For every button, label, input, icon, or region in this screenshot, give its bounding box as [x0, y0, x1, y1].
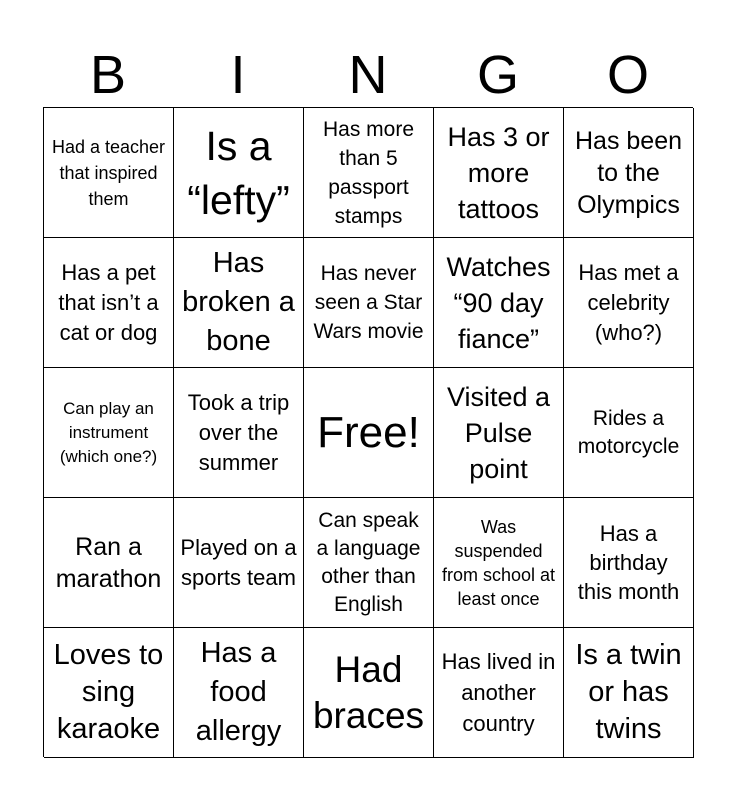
- cell-text: Has a pet that isn’t a cat or dog: [58, 259, 159, 345]
- bingo-cell[interactable]: [434, 368, 564, 498]
- cell-text: Had braces: [312, 648, 425, 736]
- bingo-cell[interactable]: [44, 238, 174, 368]
- bingo-cell[interactable]: [304, 628, 434, 758]
- bingo-header: [43, 44, 693, 106]
- bingo-cell[interactable]: [174, 368, 304, 498]
- bingo-cell[interactable]: [174, 628, 304, 758]
- cell-text: Has broken a bone: [182, 247, 295, 357]
- cell-text: Visited a Pulse point: [446, 381, 551, 484]
- bingo-cell[interactable]: [434, 498, 564, 628]
- cell-text: Was suspended from school at least once: [441, 516, 556, 609]
- bingo-cell[interactable]: [434, 108, 564, 238]
- bingo-cell[interactable]: [564, 498, 694, 628]
- cell-text: Loves to sing karaoke: [53, 639, 164, 745]
- bingo-cell[interactable]: [44, 498, 174, 628]
- bingo-cell[interactable]: [434, 238, 564, 368]
- bingo-cell[interactable]: [434, 628, 564, 758]
- cell-text: Played on a sports team: [180, 534, 297, 590]
- free-space-label: Free!: [317, 407, 420, 457]
- bingo-cell[interactable]: [304, 108, 434, 238]
- bingo-cell[interactable]: [174, 498, 304, 628]
- header-letter-o: O: [606, 45, 649, 105]
- header-letter-n: N: [348, 45, 388, 105]
- free-space-cell[interactable]: [304, 368, 434, 498]
- cell-text: Has lived in another country: [441, 649, 556, 736]
- cell-text: Has never seen a Star Wars movie: [313, 262, 424, 343]
- cell-text: Watches “90 day fiance”: [446, 251, 551, 354]
- bingo-grid: [43, 107, 693, 757]
- bingo-cell[interactable]: [304, 498, 434, 628]
- bingo-cell[interactable]: [44, 108, 174, 238]
- cell-text: Can speak a language other than English: [316, 508, 421, 616]
- cell-text: Rides a motorcycle: [577, 406, 680, 458]
- bingo-cell[interactable]: [564, 238, 694, 368]
- cell-text: Is a “lefty”: [187, 122, 290, 223]
- cell-text: Has 3 or more tattoos: [447, 121, 550, 224]
- cell-text: Ran a marathon: [55, 532, 162, 593]
- header-letter-g: G: [476, 45, 519, 105]
- cell-text: Has met a celebrity (who?): [578, 259, 679, 345]
- cell-text: Has been to the Olympics: [574, 126, 683, 219]
- cell-text: Can play an instrument (which one?): [59, 398, 158, 466]
- header-letter-i: I: [230, 45, 246, 105]
- cell-text: Had a teacher that inspired them: [51, 136, 166, 209]
- cell-text: Has a food allergy: [195, 637, 282, 747]
- bingo-cell[interactable]: [304, 238, 434, 368]
- bingo-cell[interactable]: [174, 238, 304, 368]
- cell-text: Is a twin or has twins: [575, 639, 682, 745]
- bingo-cell[interactable]: [564, 108, 694, 238]
- cell-text: Has a birthday this month: [577, 521, 680, 604]
- cell-text: Has more than 5 passport stamps: [322, 117, 415, 228]
- bingo-cell[interactable]: [174, 108, 304, 238]
- bingo-cell[interactable]: [44, 628, 174, 758]
- bingo-cell[interactable]: [564, 368, 694, 498]
- header-letter-b: B: [89, 45, 127, 105]
- bingo-cell[interactable]: [44, 368, 174, 498]
- cell-text: Took a trip over the summer: [187, 389, 290, 475]
- bingo-cell[interactable]: [564, 628, 694, 758]
